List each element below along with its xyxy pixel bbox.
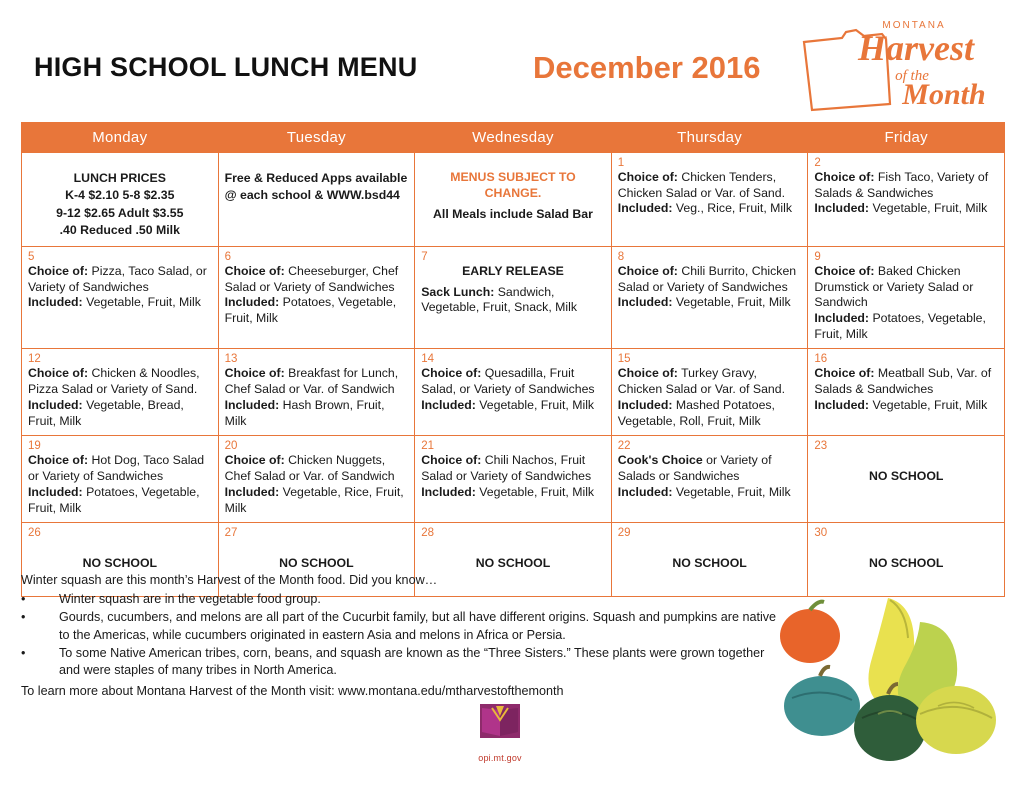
choice-text: Chicken & Noodles, Pizza Salad or Variety of Sand. <box>28 366 200 397</box>
included-text: Vegetable, Fruit, Milk <box>672 484 791 499</box>
included-label: Included: <box>617 397 673 412</box>
no-school-label: NO SCHOOL <box>672 556 747 571</box>
choice-label: Choice of: <box>814 263 875 278</box>
choice-label: Choice of: <box>224 366 285 381</box>
day-cell-9 <box>808 246 1005 349</box>
day-cell-7 <box>415 246 612 349</box>
day-menu-13 <box>225 366 409 429</box>
sack-lunch-text: Sandwich, Vegetable, Fruit, Snack, Milk <box>421 284 578 315</box>
day-menu-19 <box>28 453 212 516</box>
day-menu-20 <box>225 453 409 516</box>
winter-squash-illustration <box>770 588 1010 773</box>
no-school-label: NO SCHOOL <box>868 469 944 484</box>
day-cell-1 <box>611 153 808 247</box>
included-text: Vegetable, Fruit, Milk <box>475 484 595 499</box>
included-label: Included: <box>617 484 673 499</box>
included-label: Included: <box>224 484 280 499</box>
bullet-marker: • <box>21 591 26 606</box>
day-number: 14 <box>421 353 434 366</box>
day-menu-8 <box>618 264 802 311</box>
day-number: 22 <box>617 440 631 453</box>
choice-label: Choice of: <box>617 170 678 184</box>
weekday-header-thursday: Thursday <box>611 123 808 153</box>
calendar-week-2 <box>22 246 1005 349</box>
lunch-prices-line-2: K-4 $2.10 5-8 $2.35 <box>65 188 175 203</box>
early-release-label: EARLY RELEASE <box>462 263 564 278</box>
day-cell-lunch-prices <box>22 153 219 247</box>
day-number: 21 <box>421 440 434 453</box>
included-text: Vegetable, Rice, Fruit, Milk <box>224 484 404 515</box>
choice-label: Choice of: <box>28 453 89 468</box>
harvest-facts-footer <box>21 572 781 702</box>
weekday-header-tuesday: Tuesday <box>218 123 415 153</box>
weekday-header-wednesday: Wednesday <box>415 123 612 153</box>
lunch-prices-block <box>28 170 212 240</box>
included-text: Mashed Potatoes, Vegetable, Roll, Fruit, Milk <box>617 397 775 428</box>
day-number: 26 <box>28 527 41 540</box>
svg-text:Month: Month <box>902 78 986 111</box>
day-number: 12 <box>28 353 41 366</box>
sack-lunch-label: Sack Lunch: <box>421 284 495 299</box>
choice-label: Choice of: <box>224 263 285 278</box>
included-label: Included: <box>421 484 476 499</box>
day-menu-1 <box>618 170 802 217</box>
weekday-header-monday: Monday <box>22 123 219 153</box>
day-number: 16 <box>814 353 828 366</box>
choice-label: Choice of: <box>617 263 678 278</box>
footer-learn-more: To learn more about Montana Harvest of the Month visit: www.montana.edu/mtharvestofthemonth <box>21 684 564 699</box>
included-text: Potatoes, Vegetable, Fruit, Milk <box>224 295 397 326</box>
day-menu-15 <box>618 366 802 429</box>
day-menu-6 <box>225 264 409 327</box>
lunch-prices-line-3: 9-12 $2.65 Adult $3.55 <box>56 205 184 220</box>
no-school-label: NO SCHOOL <box>279 556 354 571</box>
day-cell-menu-notice <box>415 153 612 247</box>
opi-logo <box>440 700 560 763</box>
day-number: 28 <box>421 527 434 540</box>
day-number: 29 <box>617 527 631 540</box>
day-cell-14 <box>415 349 612 436</box>
choice-label: Choice of: <box>814 170 875 184</box>
included-text: Hash Brown, Fruit, Milk <box>224 397 385 428</box>
menus-subject-to-change-note: MENUS SUBJECT TO CHANGE. <box>450 170 576 200</box>
included-label: Included: <box>28 397 83 412</box>
choice-label: Choice of: <box>421 453 482 468</box>
free-reduced-apps-text: Free & Reduced Apps available @ each school & WWW.bsd44 <box>224 171 408 202</box>
day-cell-15 <box>611 349 808 436</box>
page-header <box>0 0 1024 118</box>
included-label: Included: <box>617 295 673 310</box>
menu-calendar <box>21 122 1005 597</box>
footer-intro: Winter squash are this month’s Harvest of the Month food. Did you know… <box>21 573 438 587</box>
included-text: Vegetable, Fruit, Milk <box>475 397 595 412</box>
choice-text: Hot Dog, Taco Salad or Variety of Sandwiches <box>28 453 205 484</box>
day-cell-5 <box>22 246 219 349</box>
bullet-text: Gourds, cucumbers, and melons are all part of the Cucurbit family, but all have different origins. Squash and pumpkins are native to the Americas, while cucumbers originated in eastern Asia and melons in Africa or Persia. <box>59 609 777 642</box>
day-number <box>225 156 409 169</box>
day-menu-2 <box>814 170 998 217</box>
day-cell-8 <box>611 246 808 349</box>
day-menu-5 <box>28 264 212 311</box>
choice-label: Choice of: <box>814 366 875 381</box>
day-cell-12 <box>22 349 219 436</box>
day-menu-16 <box>814 366 998 413</box>
day-number: 1 <box>617 157 625 169</box>
included-text: Vegetable, Fruit, Milk <box>869 201 988 216</box>
included-text: Vegetable, Bread, Fruit, Milk <box>28 397 184 428</box>
no-school-label: NO SCHOOL <box>475 556 551 571</box>
svg-text:of the: of the <box>895 68 929 84</box>
day-menu-21 <box>421 453 605 500</box>
cooks-choice-label: Cook's Choice <box>617 453 703 468</box>
lunch-prices-title: LUNCH PRICES <box>73 171 166 185</box>
day-cell-2 <box>808 153 1005 247</box>
day-cell-30 <box>808 523 1005 597</box>
day-cell-20 <box>218 436 415 523</box>
choice-label: Choice of: <box>28 366 89 381</box>
svg-text:Harvest: Harvest <box>858 28 974 68</box>
choice-label: Choice of: <box>421 366 482 381</box>
included-text: Vegetable, Fruit, Milk <box>869 397 988 412</box>
calendar-header-row <box>22 123 1005 153</box>
day-number: 23 <box>814 440 828 453</box>
no-school-label: NO SCHOOL <box>868 556 944 571</box>
day-number <box>421 156 605 169</box>
choice-text: Breakfast for Lunch, Chef Salad or Var. of Sandwich <box>224 366 399 397</box>
day-menu-9 <box>814 264 998 343</box>
bullet-text: Winter squash are in the vegetable food group. <box>59 591 321 606</box>
no-school-label: NO SCHOOL <box>82 556 158 571</box>
choice-label: Choice of: <box>617 366 678 381</box>
day-number: 6 <box>224 250 231 263</box>
bullet-marker: • <box>21 609 26 624</box>
footer-bullet-3 <box>21 645 781 681</box>
weekday-header-friday: Friday <box>808 123 1005 153</box>
day-menu-22 <box>618 453 802 500</box>
included-label: Included: <box>814 311 870 326</box>
choice-text: Chili Burrito, Chicken Salad or Variety of Sandwiches <box>617 263 797 294</box>
lunch-prices-line-4: .40 Reduced .50 Milk <box>59 223 180 238</box>
included-label: Included: <box>617 201 673 216</box>
choice-text: Turkey Gravy, Chicken Salad or Var. of Sand. <box>617 366 786 397</box>
day-menu-14 <box>421 366 605 413</box>
day-cell-6 <box>218 246 415 349</box>
included-text: Vegetable, Fruit, Milk <box>672 295 791 310</box>
footer-bullet-1 <box>21 591 781 609</box>
salad-bar-note: All Meals include Salad Bar <box>433 207 593 222</box>
day-cell-22 <box>611 436 808 523</box>
day-cell-21 <box>415 436 612 523</box>
included-label: Included: <box>814 201 870 216</box>
day-cell-16 <box>808 349 1005 436</box>
choice-text: Pizza, Taco Salad, or Variety of Sandwiches <box>28 263 207 294</box>
included-label: Included: <box>28 295 83 310</box>
harvest-of-the-month-logo <box>794 14 1004 114</box>
day-cell-13 <box>218 349 415 436</box>
page-title: HIGH SCHOOL LUNCH MENU <box>34 52 418 82</box>
included-label: Included: <box>224 295 280 310</box>
choice-label: Choice of: <box>28 263 89 278</box>
calendar-week-4 <box>22 436 1005 523</box>
day-number: 8 <box>617 250 625 263</box>
day-number: 30 <box>814 527 828 540</box>
footer-bullet-2 <box>21 609 781 645</box>
bullet-marker: • <box>21 645 26 660</box>
day-number: 19 <box>28 440 41 453</box>
choice-text: Meatball Sub, Var. of Salads & Sandwiches <box>814 366 992 397</box>
day-number: 2 <box>814 157 821 169</box>
choice-label: Choice of: <box>224 453 285 468</box>
included-text: Potatoes, Vegetable, Fruit, Milk <box>28 484 200 515</box>
calendar-week-1 <box>22 153 1005 247</box>
day-menu-12 <box>28 366 212 429</box>
day-number: 5 <box>28 250 35 263</box>
day-cell-23 <box>808 436 1005 523</box>
day-menu-7 <box>421 285 605 316</box>
day-number: 9 <box>814 250 821 263</box>
day-number: 27 <box>224 527 238 540</box>
choice-text: Chicken Nuggets, Chef Salad or Var. of Sandwich <box>224 453 395 484</box>
calendar-week-3 <box>22 349 1005 436</box>
included-text: Vegetable, Fruit, Milk <box>82 295 201 310</box>
day-number: 20 <box>224 440 238 453</box>
day-cell-19 <box>22 436 219 523</box>
included-label: Included: <box>814 397 870 412</box>
choice-text: Fish Taco, Variety of Salads & Sandwiches <box>814 170 989 200</box>
included-text: Veg., Rice, Fruit, Milk <box>672 201 793 216</box>
bullet-text: To some Native American tribes, corn, beans, and squash are known as the “Three Sisters.” These plants were grown together and were staples of many tribes in North America. <box>59 645 765 678</box>
day-number: 13 <box>224 353 238 366</box>
choice-text: Chili Nachos, Fruit Salad or Variety of Sandwiches <box>421 453 592 484</box>
svg-text:MONTANA: MONTANA <box>882 20 946 31</box>
included-label: Included: <box>224 397 280 412</box>
day-number: 7 <box>421 250 428 263</box>
choice-text: Quesadilla, Fruit Salad, or Variety of Sandwiches <box>421 366 595 397</box>
day-number <box>28 156 212 169</box>
choice-text: Chicken Tenders, Chicken Salad or Var. of Sand. <box>617 170 786 200</box>
opi-caption: opi.mt.gov <box>478 753 522 763</box>
day-number: 15 <box>617 353 631 366</box>
included-label: Included: <box>28 484 83 499</box>
day-cell-free-reduced-apps <box>218 153 415 247</box>
choice-text: Baked Chicken Drumstick or Variety Salad or Sandwich <box>814 263 974 310</box>
included-text: Potatoes, Vegetable, Fruit, Milk <box>814 311 986 341</box>
choice-text: or Variety of Salads or Sandwiches <box>617 453 772 484</box>
choice-text: Cheeseburger, Chef Salad or Variety of Sandwiches <box>224 263 399 294</box>
included-label: Included: <box>421 397 476 412</box>
month-title: December 2016 <box>533 50 761 85</box>
